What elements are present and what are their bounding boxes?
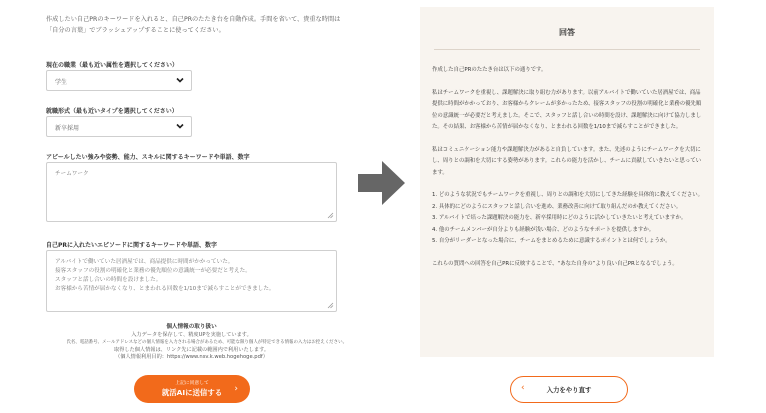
privacy-title: 個人情報の取り扱い — [166, 324, 217, 330]
chevron-right-icon: › — [234, 384, 238, 394]
privacy-line: 取得した個人情報は、リンク先に記載の範囲内で利用いたします。 — [113, 346, 270, 353]
retry-button[interactable] — [510, 376, 628, 403]
answer-list-item: 2. 具体的にどのようにスタッフと話し合いを進め、業務改善に向けて取り組んだのか教えてください。 — [432, 203, 682, 210]
status-select[interactable] — [46, 70, 192, 91]
appeal-textarea[interactable] — [46, 162, 337, 222]
answer-list-item: 5. 自分がリーダーとなった場合に、チームをまとめるために意識するポイントとは何でしょうか。 — [432, 238, 671, 245]
submit-button[interactable] — [134, 375, 250, 403]
submit-label: 就活AIに送信する — [161, 388, 223, 397]
chevron-down-icon — [175, 75, 185, 85]
answer-list-item: 4. 他のチームメンバーが自分よりも経験が浅い場合、どのようなサポートを提供しますか。 — [432, 226, 655, 233]
resize-grip-icon[interactable] — [327, 212, 334, 219]
arrow-right-icon — [356, 158, 408, 208]
employment-label: 就職形式（最も近いタイプを選択してください） — [46, 108, 178, 115]
episode-label: 自己PRに入れたいエピソードに関するキーワードや単語、数字 — [46, 242, 218, 249]
chevron-left-icon: ‹ — [521, 383, 525, 393]
keyword-form — [0, 0, 360, 413]
privacy-line: 氏名、電話番号、メールアドレスなどの個人情報を入力される場合があるため、可能な限り個人が特定できる情報の入力はお控えください。 — [66, 339, 348, 345]
submit-consent-text: 上記に同意して — [175, 381, 209, 386]
answer-list-item: 1. どのような状況でもチームワークを重視し、周りとの調和を大切にしてきた経験を具体的に教えてください。 — [432, 192, 703, 199]
appeal-label: アピールしたい強みや姿勢、能力、スキルに関するキーワードや単語、数字 — [46, 154, 250, 161]
status-select-value: 学生 — [55, 79, 68, 86]
episode-value: アルバイトで働いていた居酒屋では、商品提供に時間がかかっていた。 接客スタッフの役割の明確化と業務の優先順位の意識統一が必要だと考えた。 スタッフと話し合いの時間を設けました。 お客様から苦情が届かなくなり、とまわれる回数を1/10まで減らすことができました。 — [55, 259, 275, 292]
retry-label: 入力をやり直す — [546, 386, 592, 394]
answer-paragraph: 私はコミュニケーション能力や課題解決力があると自負しています。また、先述のようにチームワークを大切にし、周りとの調和を大切にする姿勢があります。これらの能力を活かし、チームに貢献していきたいと思っています。 — [432, 146, 702, 176]
privacy-line: 入力データを保存して、精度UPを実施しています。 — [131, 331, 252, 338]
status-label: 現在の職業（最も近い属性を選択してください） — [46, 62, 179, 69]
answer-panel — [420, 7, 714, 357]
employment-select[interactable] — [46, 116, 192, 137]
privacy-link[interactable]: （個人情報利用目的：https://www.nsv.k.web.hogehoge.pdf） — [115, 354, 268, 361]
privacy-notice — [46, 324, 348, 362]
divider — [434, 49, 700, 50]
chevron-down-icon — [175, 121, 185, 131]
form-intro: 作成したい自己PRのキーワードを入れると、自己PRのたたき台を自動作成。手間を省いて、貴重な時間は「自分の言葉」でブラッシュアップすることに使ってください。 — [46, 16, 341, 34]
answer-paragraph: 作成した自己PRのたたき台は以下の通りです。 — [432, 67, 547, 73]
answer-closing: これらの質問への回答を自己PRに反映することで、“あなた自身の”より良い自己PRとなるでしょう。 — [432, 260, 678, 267]
answer-paragraph: 私はチームワークを重視し、課題解決に取り組む力があります。以前アルバイトで働いていた居酒屋では、商品提供に時間がかかっており、お客様からクレームが多かったため、接客スタッフの役割の明確化と業務の優先順位の意識統一が必要だと考えました。そこで、スタッフと話し合いの時間を設け、課題解決に向けて協力しました。その結果、お客様から苦情が届かなくなり、とまわれる回数を1/10まで減らすことができました。 — [432, 89, 702, 131]
answer-title: 回答 — [559, 28, 575, 37]
answer-list-item: 3. アルバイトで培った課題解決の能力を、新卒採用時にどのように活かしていきたいと考えていますか。 — [432, 215, 687, 222]
appeal-placeholder: チームワーク — [55, 171, 89, 177]
employment-select-value: 新卒採用 — [55, 125, 80, 132]
episode-textarea[interactable] — [46, 250, 337, 312]
answer-text — [432, 65, 704, 270]
resize-grip-icon[interactable] — [327, 302, 334, 309]
